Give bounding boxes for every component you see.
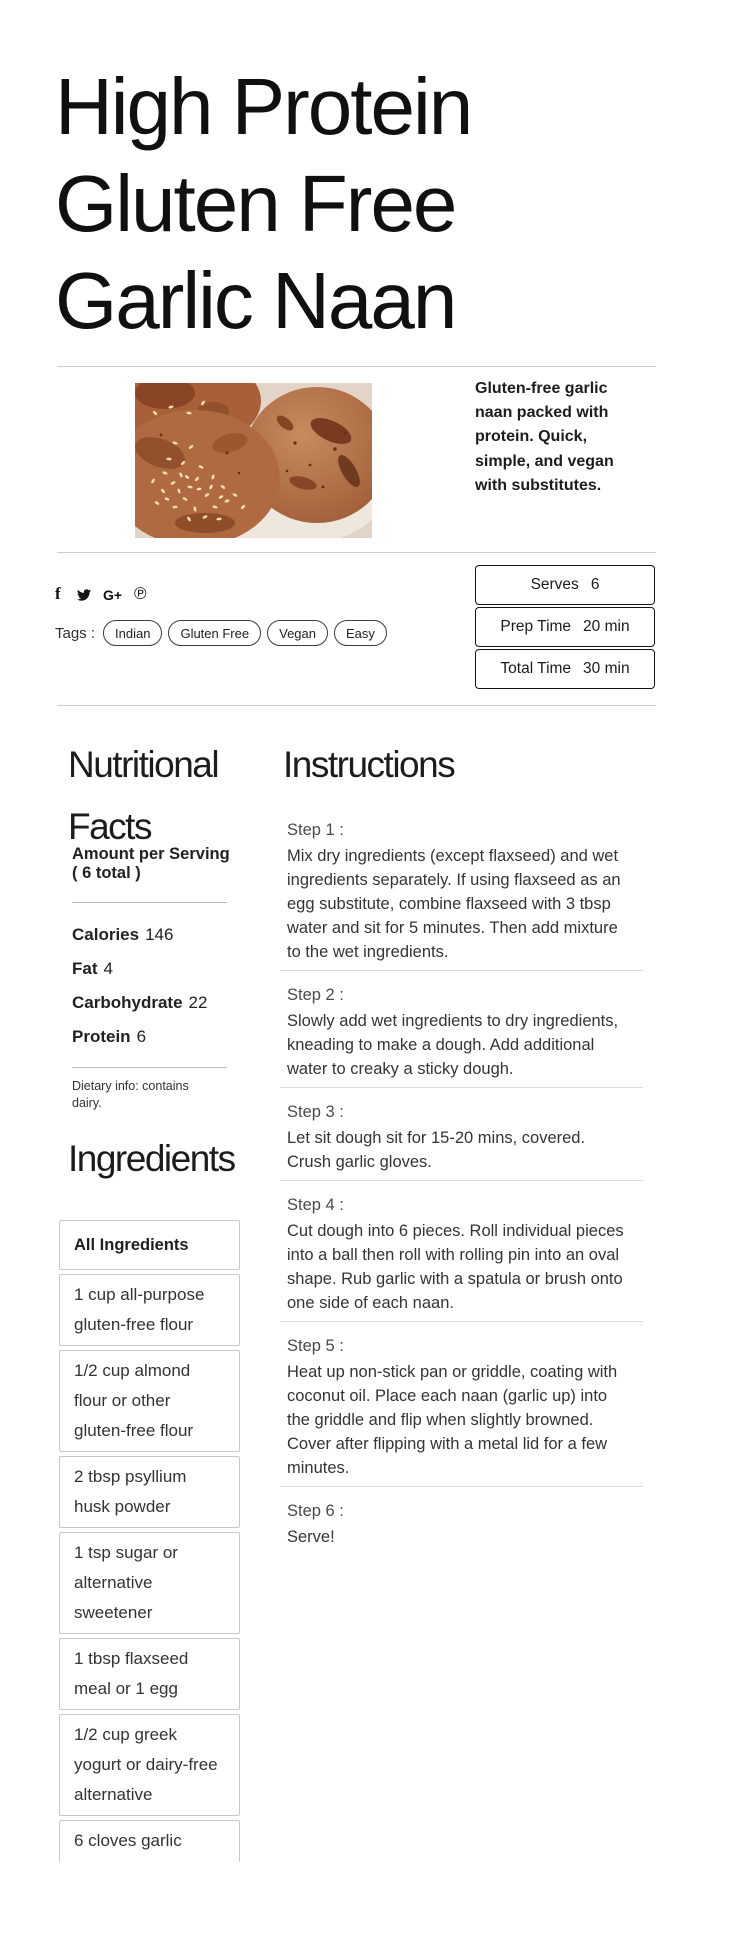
ingredient-item[interactable]: 1 cup all-purpose gluten-free flour bbox=[59, 1274, 240, 1346]
nutrition-divider bbox=[72, 1067, 227, 1068]
recipe-meta bbox=[475, 565, 655, 691]
total-time-value: 30 min bbox=[583, 660, 630, 677]
nutrition-label: Calories bbox=[72, 925, 140, 944]
nutrition-subheading: Amount per Serving ( 6 total ) bbox=[72, 845, 230, 882]
ingredient-item[interactable]: 1/2 cup greek yogurt or dairy-free alternative bbox=[59, 1714, 240, 1816]
nutrition-row-carbohydrate bbox=[72, 986, 242, 1020]
nutrition-label: Carbohydrate bbox=[72, 993, 183, 1012]
serves-label: Serves bbox=[530, 576, 579, 593]
page-title-line: Garlic Naan bbox=[55, 256, 456, 345]
divider bbox=[57, 705, 656, 706]
step-divider bbox=[280, 1321, 643, 1322]
step-text: Heat up non-stick pan or griddle, coating with coconut oil. Place each naan (garlic up) into the griddle and flip when slightly browned. Cover after flipping with a metal lid for a few minutes. bbox=[287, 1363, 618, 1477]
tag-vegan[interactable]: Vegan bbox=[267, 620, 328, 646]
all-ingredients-filter[interactable]: All Ingredients bbox=[59, 1220, 240, 1270]
page-title bbox=[55, 58, 675, 349]
page-title-line: Gluten Free bbox=[55, 159, 456, 248]
nutrition-row-fat bbox=[72, 952, 242, 986]
nutrition-value: 22 bbox=[188, 993, 208, 1012]
instruction-step bbox=[287, 1193, 633, 1322]
total-time-label: Total Time bbox=[500, 660, 572, 677]
ingredient-item[interactable]: 2 tbsp psyllium husk powder bbox=[59, 1456, 240, 1528]
twitter-bird-icon bbox=[77, 589, 91, 601]
nutrition-row-protein bbox=[72, 1020, 242, 1054]
ingredient-item[interactable]: 1 tbsp flaxseed meal or 1 egg bbox=[59, 1638, 240, 1710]
step-label: Step 5 : bbox=[287, 1337, 344, 1355]
ingredient-item[interactable]: 1 tsp sugar or alternative sweetener bbox=[59, 1532, 240, 1634]
step-label: Step 1 : bbox=[287, 821, 344, 839]
step-label: Step 2 : bbox=[287, 986, 344, 1004]
twitter-icon[interactable] bbox=[77, 588, 91, 606]
step-text: Mix dry ingredients (except flaxseed) and wet ingredients separately. If using flaxseed as an egg substitute, combine flaxseed with 3 tbsp water and sit for 5 minutes. Then add mixture to the wet ingredients. bbox=[287, 847, 621, 961]
nutrition-divider bbox=[72, 902, 227, 903]
step-label: Step 6 : bbox=[287, 1502, 344, 1520]
divider bbox=[57, 552, 656, 553]
divider bbox=[57, 366, 656, 367]
pinterest-icon[interactable]: ℗ bbox=[134, 584, 147, 603]
step-label: Step 4 : bbox=[287, 1196, 344, 1214]
instruction-step bbox=[287, 1100, 633, 1181]
instruction-step bbox=[287, 818, 633, 971]
instruction-step bbox=[287, 1499, 633, 1549]
instructions-heading: Instructions bbox=[283, 744, 455, 785]
ingredient-item[interactable]: 6 cloves garlic bbox=[59, 1820, 240, 1862]
nutrition-row-calories bbox=[72, 918, 242, 952]
nutrition-value: 146 bbox=[145, 925, 174, 944]
step-text: Slowly add wet ingredients to dry ingredients, kneading to make a dough. Add additional water to creaky a sticky dough. bbox=[287, 1012, 619, 1078]
dietary-note: Dietary info: contains dairy. bbox=[72, 1079, 189, 1110]
ingredients-heading: Ingredients bbox=[68, 1138, 235, 1179]
recipe-photo bbox=[135, 383, 372, 538]
step-label: Step 3 : bbox=[287, 1103, 344, 1121]
step-divider bbox=[280, 970, 643, 971]
step-divider bbox=[280, 1087, 643, 1088]
tag-gluten-free[interactable]: Gluten Free bbox=[168, 620, 261, 646]
instruction-step bbox=[287, 1334, 633, 1487]
step-text: Let sit dough sit for 15-20 mins, covered. Crush garlic gloves. bbox=[287, 1129, 586, 1171]
nutrition-value: 4 bbox=[103, 959, 113, 978]
nutrition-label: Protein bbox=[72, 1027, 131, 1046]
tags-label: Tags : bbox=[55, 624, 96, 642]
step-divider bbox=[280, 1180, 643, 1181]
step-text: Serve! bbox=[287, 1528, 335, 1546]
total-time-box bbox=[475, 649, 655, 689]
naan-photo-illustration bbox=[135, 383, 372, 538]
instruction-step bbox=[287, 983, 633, 1088]
prep-time-box bbox=[475, 607, 655, 647]
nutrition-rows bbox=[72, 918, 242, 1054]
step-divider bbox=[280, 1486, 643, 1487]
nutrition-heading: Nutritional Facts bbox=[68, 744, 219, 847]
prep-time-label: Prep Time bbox=[500, 618, 572, 635]
instructions-list bbox=[287, 818, 633, 1549]
nutrition-label: Fat bbox=[72, 959, 98, 978]
serves-box bbox=[475, 565, 655, 605]
ingredient-item[interactable]: 1/2 cup almond flour or other gluten-free flour bbox=[59, 1350, 240, 1452]
ingredients-list bbox=[59, 1220, 240, 1862]
google-plus-icon[interactable]: G+ bbox=[103, 587, 123, 603]
nutrition-value: 6 bbox=[136, 1027, 147, 1046]
tag-indian[interactable]: Indian bbox=[103, 620, 162, 646]
tag-easy[interactable]: Easy bbox=[334, 620, 387, 646]
facebook-icon[interactable]: f bbox=[55, 584, 61, 603]
recipe-description: Gluten-free garlic naan packed with protein. Quick, simple, and vegan with substitutes. bbox=[475, 380, 614, 494]
page-title-line: High Protein bbox=[55, 62, 472, 151]
serves-value: 6 bbox=[590, 576, 600, 593]
tags-row bbox=[55, 620, 393, 646]
prep-time-value: 20 min bbox=[583, 618, 630, 635]
step-text: Cut dough into 6 pieces. Roll individual pieces into a ball then roll with rolling pin into an oval shape. Rub garlic with a spatula or brush onto one side of each naan. bbox=[287, 1222, 624, 1312]
